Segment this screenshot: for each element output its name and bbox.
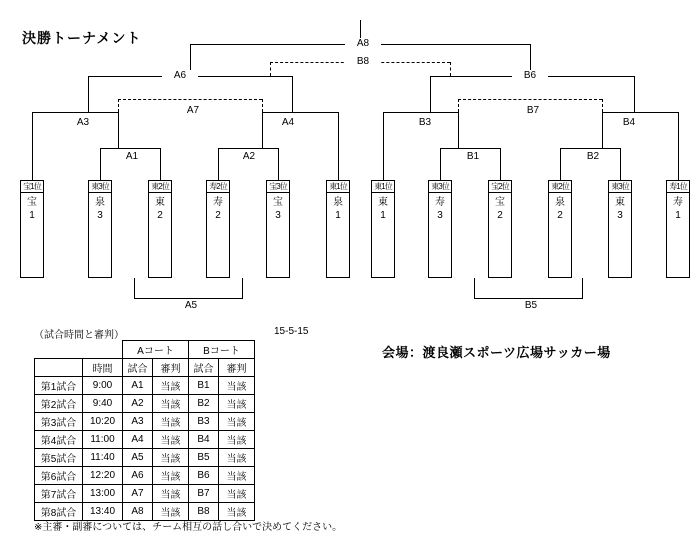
cell-time: 11:40	[83, 449, 123, 467]
team-box	[206, 180, 230, 278]
bracket-line	[88, 76, 89, 112]
cell-a-ref: 当該	[153, 467, 189, 485]
team-name: 宝 1	[27, 197, 37, 221]
bracket-node-B2: B2	[577, 151, 609, 162]
bracket-line	[242, 278, 243, 298]
bracket-line	[383, 112, 384, 180]
bracket-line-dashed	[450, 62, 451, 76]
cell-b-match: B4	[189, 431, 219, 449]
cell-a-match: A5	[123, 449, 153, 467]
team-name: 泉 3	[95, 197, 105, 221]
bracket-line	[118, 112, 119, 148]
bracket-line	[292, 76, 293, 112]
bracket-line	[440, 148, 500, 149]
cell-b-ref: 当該	[219, 485, 255, 503]
team-seed: 東2位	[149, 181, 171, 193]
cell-a-ref: 当該	[153, 431, 189, 449]
header-a-ref: 審判	[153, 359, 189, 377]
cell-a-match: A7	[123, 485, 153, 503]
bracket-line	[134, 298, 243, 299]
cell-time: 10:20	[83, 413, 123, 431]
team-name: 東 3	[615, 197, 625, 221]
header-time: 時間	[83, 359, 123, 377]
bracket-line	[474, 298, 583, 299]
team-box	[88, 180, 112, 278]
cell-b-match: B2	[189, 395, 219, 413]
bracket-line	[160, 148, 161, 180]
cell-a-ref: 当該	[153, 377, 189, 395]
bracket-line-dashed	[262, 99, 263, 112]
venue-label: 会場：渡良瀬スポーツ広場サッカー場	[382, 345, 611, 360]
team-box	[148, 180, 172, 278]
team-name: 宝 2	[495, 197, 505, 221]
team-seed: 寿1位	[667, 181, 689, 193]
cell-game: 第2試合	[35, 395, 83, 413]
page-title: 決勝トーナメント	[22, 30, 142, 46]
team-seed: 寿2位	[207, 181, 229, 193]
table-row	[35, 485, 255, 503]
table-row	[35, 395, 255, 413]
team-name: 寿 3	[435, 197, 445, 221]
team-box	[428, 180, 452, 278]
cell-time: 12:20	[83, 467, 123, 485]
bracket-line	[560, 148, 561, 180]
cell-b-match: B8	[189, 503, 219, 521]
team-name: 泉 2	[555, 197, 565, 221]
cell-a-match: A3	[123, 413, 153, 431]
bracket-line-dashed	[602, 99, 603, 112]
team-name: 東 2	[155, 197, 165, 221]
schedule-table	[34, 340, 255, 521]
header-court-a: Aコート	[123, 341, 189, 359]
bracket-line-dashed	[458, 99, 459, 112]
team-name: 寿 2	[213, 197, 223, 221]
team-seed: 東1位	[372, 181, 394, 193]
bracket-node-B8: B8	[345, 56, 381, 67]
team-box	[326, 180, 350, 278]
cell-game: 第5試合	[35, 449, 83, 467]
table-row	[35, 431, 255, 449]
cell-game: 第1試合	[35, 377, 83, 395]
cell-b-match: B1	[189, 377, 219, 395]
team-seed: 東2位	[549, 181, 571, 193]
bracket-node-A8: A8	[345, 38, 381, 49]
table-row	[35, 377, 255, 395]
bracket-line	[134, 278, 135, 298]
bracket-line	[338, 112, 339, 180]
bracket-line-dashed	[270, 62, 271, 76]
bracket-line	[100, 148, 160, 149]
bracket-line	[560, 148, 620, 149]
bracket-line	[218, 148, 278, 149]
header-game	[35, 359, 83, 377]
bracket-node-B7: B7	[515, 105, 551, 116]
table-row	[35, 413, 255, 431]
cell-game: 第4試合	[35, 431, 83, 449]
team-box	[608, 180, 632, 278]
cell-b-match: B7	[189, 485, 219, 503]
date-label: 15-5-15	[274, 326, 309, 337]
bracket-line	[430, 76, 431, 112]
cell-time: 9:00	[83, 377, 123, 395]
bracket-line	[100, 148, 101, 180]
bracket-line	[620, 148, 621, 180]
bracket-node-A3: A3	[67, 117, 99, 128]
bracket-line	[474, 278, 475, 298]
cell-b-ref: 当該	[219, 395, 255, 413]
cell-time: 11:00	[83, 431, 123, 449]
cell-game: 第3試合	[35, 413, 83, 431]
team-seed: 東1位	[327, 181, 349, 193]
cell-a-ref: 当該	[153, 413, 189, 431]
cell-a-match: A8	[123, 503, 153, 521]
cell-b-ref: 当該	[219, 413, 255, 431]
header-blank-1	[35, 341, 83, 359]
cell-b-ref: 当該	[219, 431, 255, 449]
cell-game: 第7試合	[35, 485, 83, 503]
team-box	[548, 180, 572, 278]
bracket-line	[32, 112, 118, 113]
team-seed: 宝2位	[489, 181, 511, 193]
cell-time: 13:40	[83, 503, 123, 521]
bracket-line	[262, 112, 263, 148]
bracket-line	[500, 148, 501, 180]
team-name: 宝 3	[273, 197, 283, 221]
table-row	[35, 449, 255, 467]
bracket-node-A2: A2	[233, 151, 265, 162]
bracket-line-dashed	[118, 99, 119, 112]
bracket-node-A1: A1	[116, 151, 148, 162]
bracket-line-dashed	[458, 99, 602, 100]
table-header-row	[35, 359, 255, 377]
header-blank-2	[83, 341, 123, 359]
team-box	[266, 180, 290, 278]
bracket-line	[602, 112, 603, 148]
cell-game: 第8試合	[35, 503, 83, 521]
team-seed: 東3位	[89, 181, 111, 193]
team-box	[488, 180, 512, 278]
cell-a-match: A6	[123, 467, 153, 485]
header-a-match: 試合	[123, 359, 153, 377]
team-box	[371, 180, 395, 278]
bracket-line	[678, 112, 679, 180]
schedule-table-wrap	[34, 340, 255, 521]
bracket-line-dashed	[118, 99, 262, 100]
referee-note: ※主審・副審については、チーム相互の話し合いで決めてください。	[34, 522, 343, 533]
bracket-node-B1: B1	[457, 151, 489, 162]
cell-a-ref: 当該	[153, 395, 189, 413]
team-box	[666, 180, 690, 278]
bracket-node-A5: A5	[175, 300, 207, 311]
cell-a-match: A4	[123, 431, 153, 449]
bracket-line	[262, 112, 338, 113]
bracket-node-B3: B3	[409, 117, 441, 128]
bracket-node-B6: B6	[512, 70, 548, 81]
cell-b-ref: 当該	[219, 377, 255, 395]
schedule-caption: （試合時間と審判）	[34, 330, 124, 341]
team-seed: 東3位	[609, 181, 631, 193]
header-court-b: Bコート	[189, 341, 255, 359]
cell-game: 第6試合	[35, 467, 83, 485]
bracket-line	[440, 148, 441, 180]
bracket-line	[602, 112, 678, 113]
bracket-line	[634, 76, 635, 112]
table-row	[35, 467, 255, 485]
cell-b-match: B3	[189, 413, 219, 431]
team-name: 泉 1	[333, 197, 343, 221]
cell-a-ref: 当該	[153, 503, 189, 521]
cell-b-ref: 当該	[219, 449, 255, 467]
header-b-match: 試合	[189, 359, 219, 377]
bracket-line	[458, 112, 459, 148]
team-name: 東 1	[378, 197, 388, 221]
bracket-node-A7: A7	[175, 105, 211, 116]
bracket-node-A6: A6	[162, 70, 198, 81]
header-b-ref: 審判	[219, 359, 255, 377]
team-seed: 宝1位	[21, 181, 43, 193]
cell-a-match: A2	[123, 395, 153, 413]
cell-time: 13:00	[83, 485, 123, 503]
bracket-line	[383, 112, 458, 113]
cell-time: 9:40	[83, 395, 123, 413]
cell-b-ref: 当該	[219, 467, 255, 485]
cell-a-match: A1	[123, 377, 153, 395]
team-name: 寿 1	[673, 197, 683, 221]
table-header-row-top	[35, 341, 255, 359]
team-seed: 宝3位	[267, 181, 289, 193]
bracket-line	[32, 112, 33, 180]
team-box	[20, 180, 44, 278]
bracket-line	[582, 278, 583, 298]
cell-b-match: B6	[189, 467, 219, 485]
bracket-node-B5: B5	[515, 300, 547, 311]
bracket-line	[278, 148, 279, 180]
bracket-line	[218, 148, 219, 180]
team-seed: 東3位	[429, 181, 451, 193]
bracket-node-A4: A4	[272, 117, 304, 128]
bracket-node-B4: B4	[613, 117, 645, 128]
cell-a-ref: 当該	[153, 449, 189, 467]
cell-b-match: B5	[189, 449, 219, 467]
cell-b-ref: 当該	[219, 503, 255, 521]
cell-a-ref: 当該	[153, 485, 189, 503]
